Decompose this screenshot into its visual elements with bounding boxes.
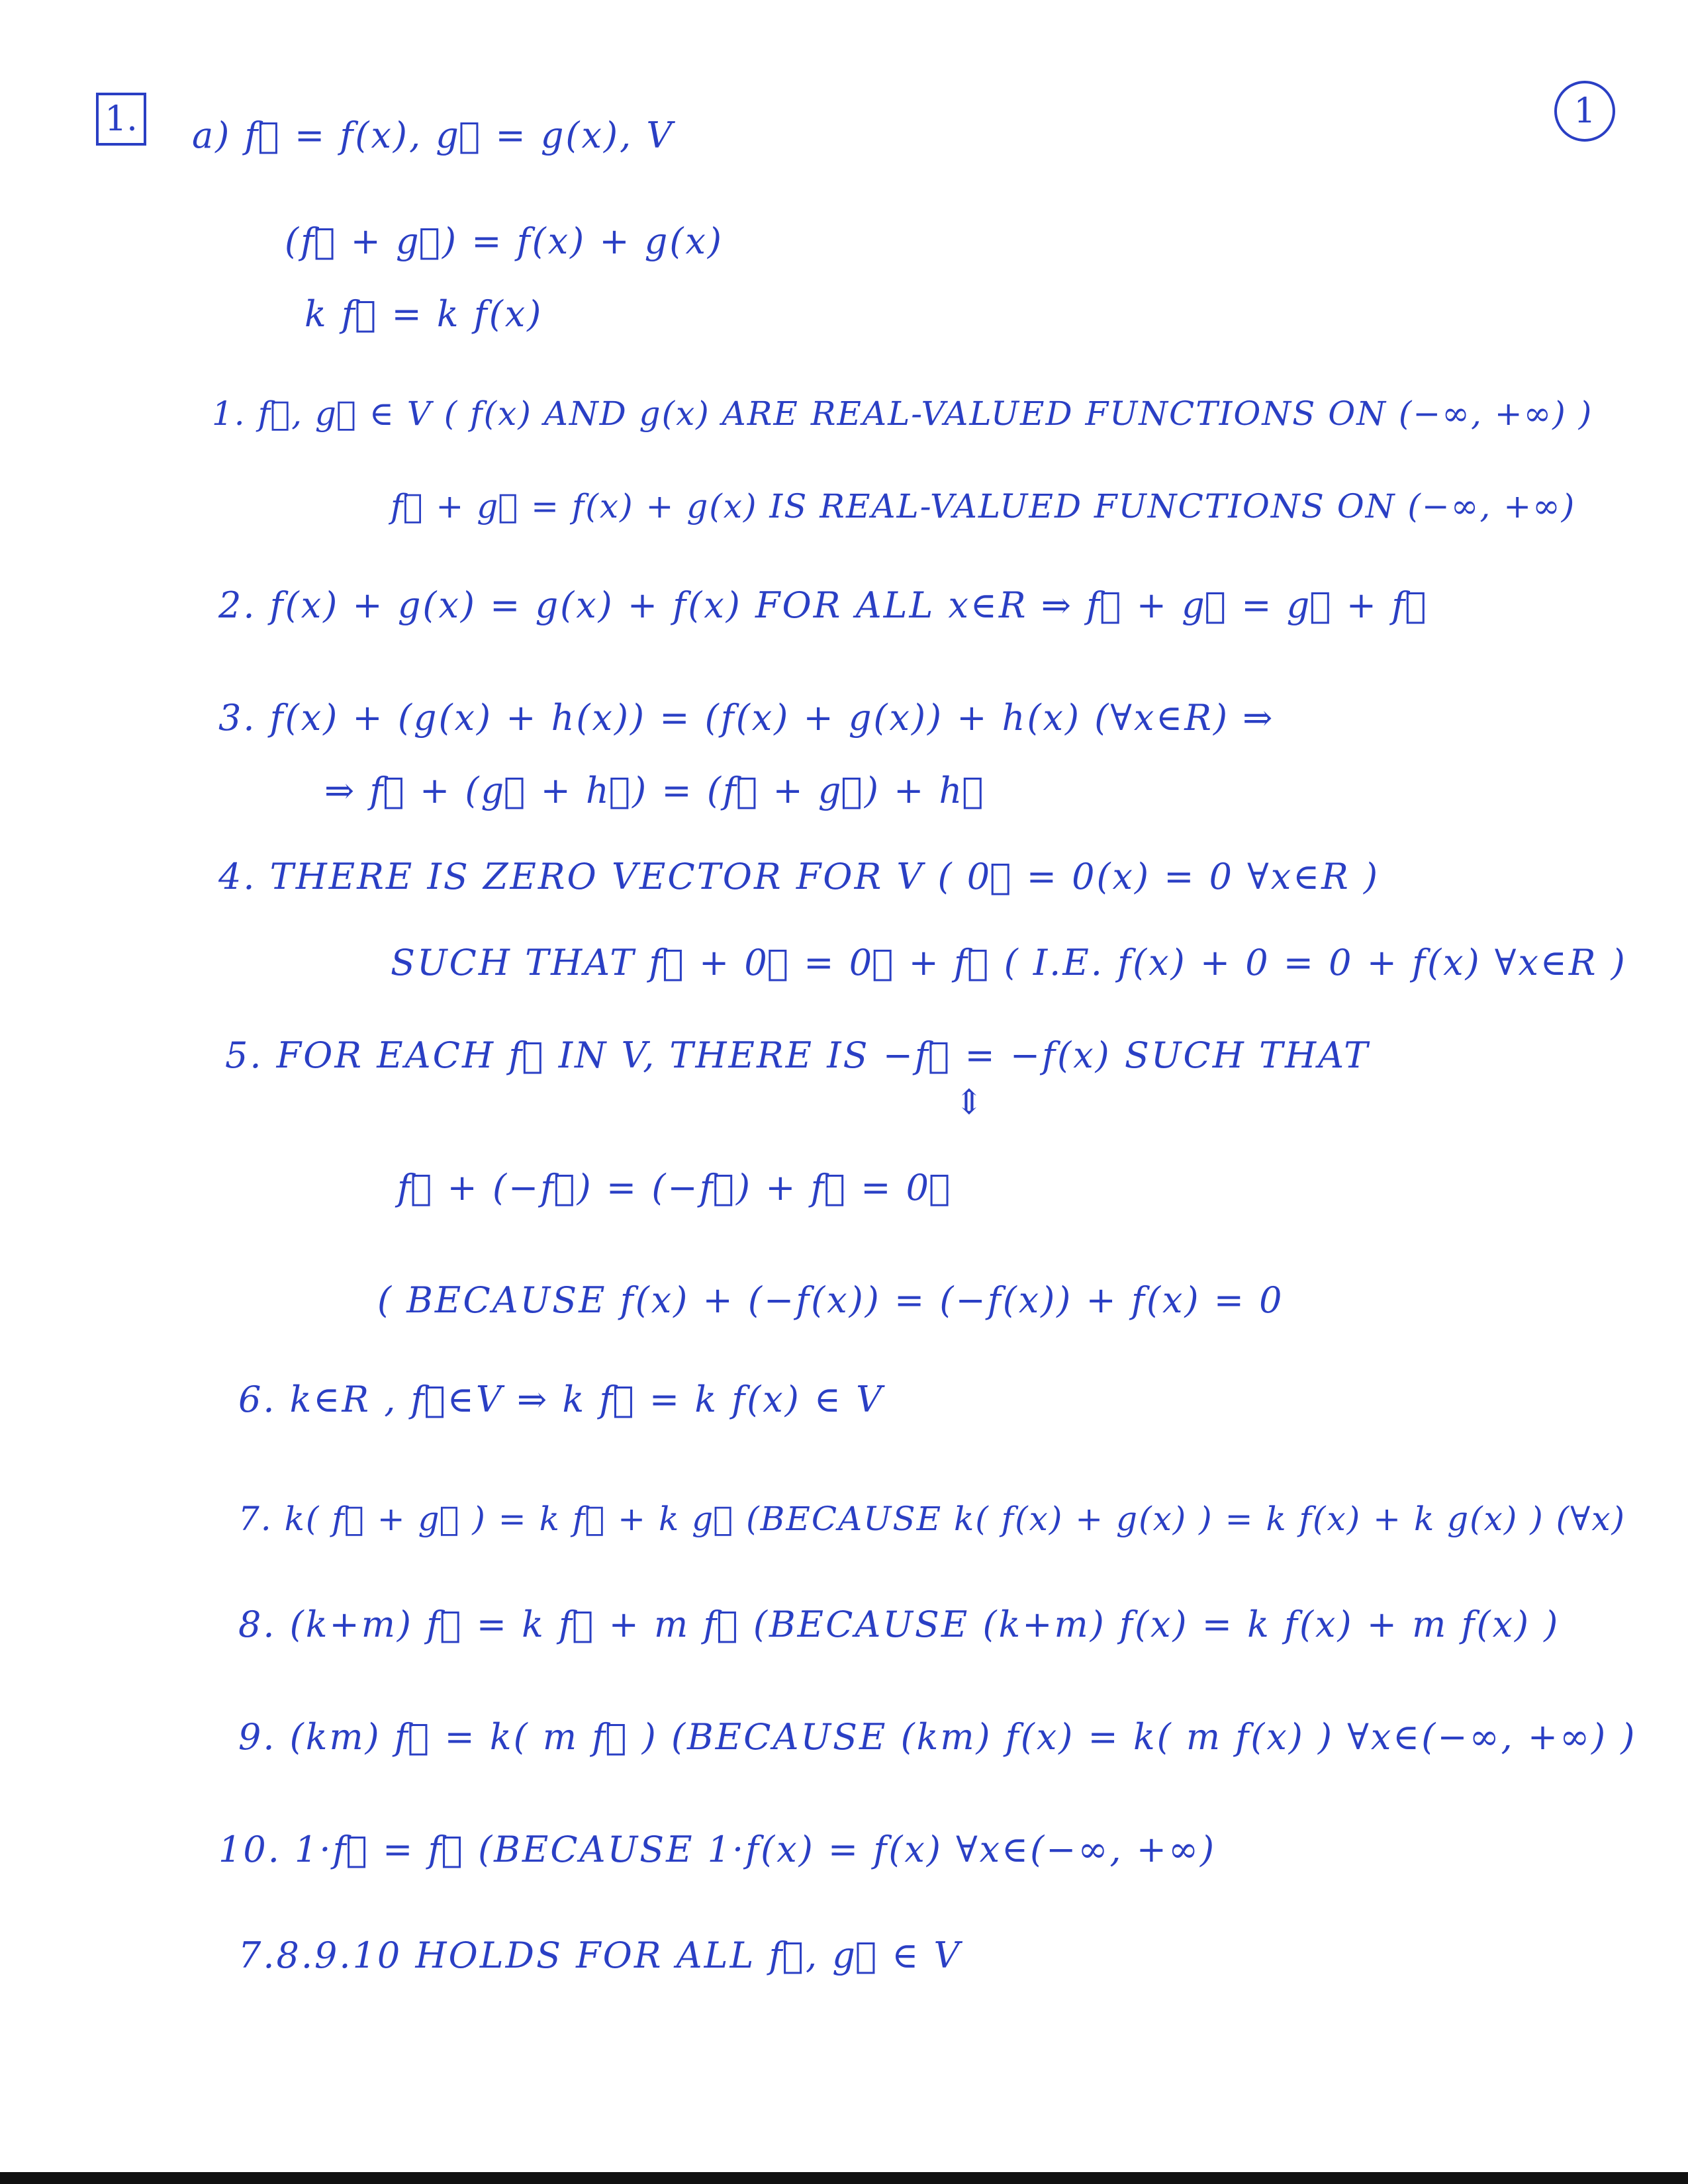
page-number-circle: 1 — [1554, 81, 1615, 142]
axiom-4-line-2: SUCH THAT f⃗ + 0⃗ = 0⃗ + f⃗ ( I.E. f(x) + 0 = 0 + f(x) ∀x∈R ) — [391, 942, 1627, 983]
part-a-definition: a) f⃗ = f(x), g⃗ = g(x), V — [192, 114, 675, 156]
axiom-1-line-1: 1. f⃗, g⃗ ∈ V ( f(x) AND g(x) ARE REAL-VALUED FUNCTIONS ON (−∞, +∞) ) — [212, 394, 1593, 433]
scan-bottom-edge — [0, 2172, 1688, 2184]
axiom-4-line-1: 4. THERE IS ZERO VECTOR FOR V ( 0⃗ = 0(x) = 0 ∀x∈R ) — [218, 856, 1380, 897]
equivalence-arrow-mark: ⇕ — [955, 1083, 984, 1122]
axiom-1-line-2: f⃗ + g⃗ = f(x) + g(x) IS REAL-VALUED FUNCTIONS ON (−∞, +∞) — [391, 487, 1576, 525]
vector-addition-definition: (f⃗ + g⃗) = f(x) + g(x) — [285, 220, 724, 262]
axiom-6: 6. k∈R , f⃗∈V ⇒ k f⃗ = k f(x) ∈ V — [238, 1379, 884, 1420]
axiom-5-line-3: ( BECAUSE f(x) + (−f(x)) = (−f(x)) + f(x) = 0 — [377, 1279, 1284, 1321]
axiom-5-line-2: f⃗ + (−f⃗) = (−f⃗) + f⃗ = 0⃗ — [397, 1167, 953, 1208]
axiom-3-line-1: 3. f(x) + (g(x) + h(x)) = (f(x) + g(x)) + h(x) (∀x∈R) ⇒ — [218, 697, 1275, 739]
conclusion-line: 7.8.9.10 HOLDS FOR ALL f⃗, g⃗ ∈ V — [238, 1934, 962, 1976]
axiom-5-line-1: 5. FOR EACH f⃗ IN V, THERE IS −f⃗ = −f(x) SUCH THAT — [225, 1034, 1370, 1076]
axiom-8: 8. (k+m) f⃗ = k f⃗ + m f⃗ (BECAUSE (k+m) f(x) = k f(x) + m f(x) ) — [238, 1604, 1560, 1645]
axiom-7: 7. k( f⃗ + g⃗ ) = k f⃗ + k g⃗ (BECAUSE k( f(x) + g(x) ) = k f(x) + k g(x) ) (∀x) — [238, 1500, 1626, 1538]
axiom-10: 10. 1·f⃗ = f⃗ (BECAUSE 1·f(x) = f(x) ∀x∈(−∞, +∞) — [218, 1829, 1217, 1870]
axiom-3-line-2: ⇒ f⃗ + (g⃗ + h⃗) = (f⃗ + g⃗) + h⃗ — [324, 770, 986, 811]
axiom-9: 9. (km) f⃗ = k( m f⃗ ) (BECAUSE (km) f(x) = k( m f(x) ) ∀x∈(−∞, +∞) ) — [238, 1716, 1637, 1758]
scalar-multiplication-definition: k f⃗ = k f(x) — [305, 293, 543, 335]
problem-number-box: 1. — [96, 93, 146, 146]
axiom-2: 2. f(x) + g(x) = g(x) + f(x) FOR ALL x∈R ⇒ f⃗ + g⃗ = g⃗ + f⃗ — [218, 584, 1429, 626]
